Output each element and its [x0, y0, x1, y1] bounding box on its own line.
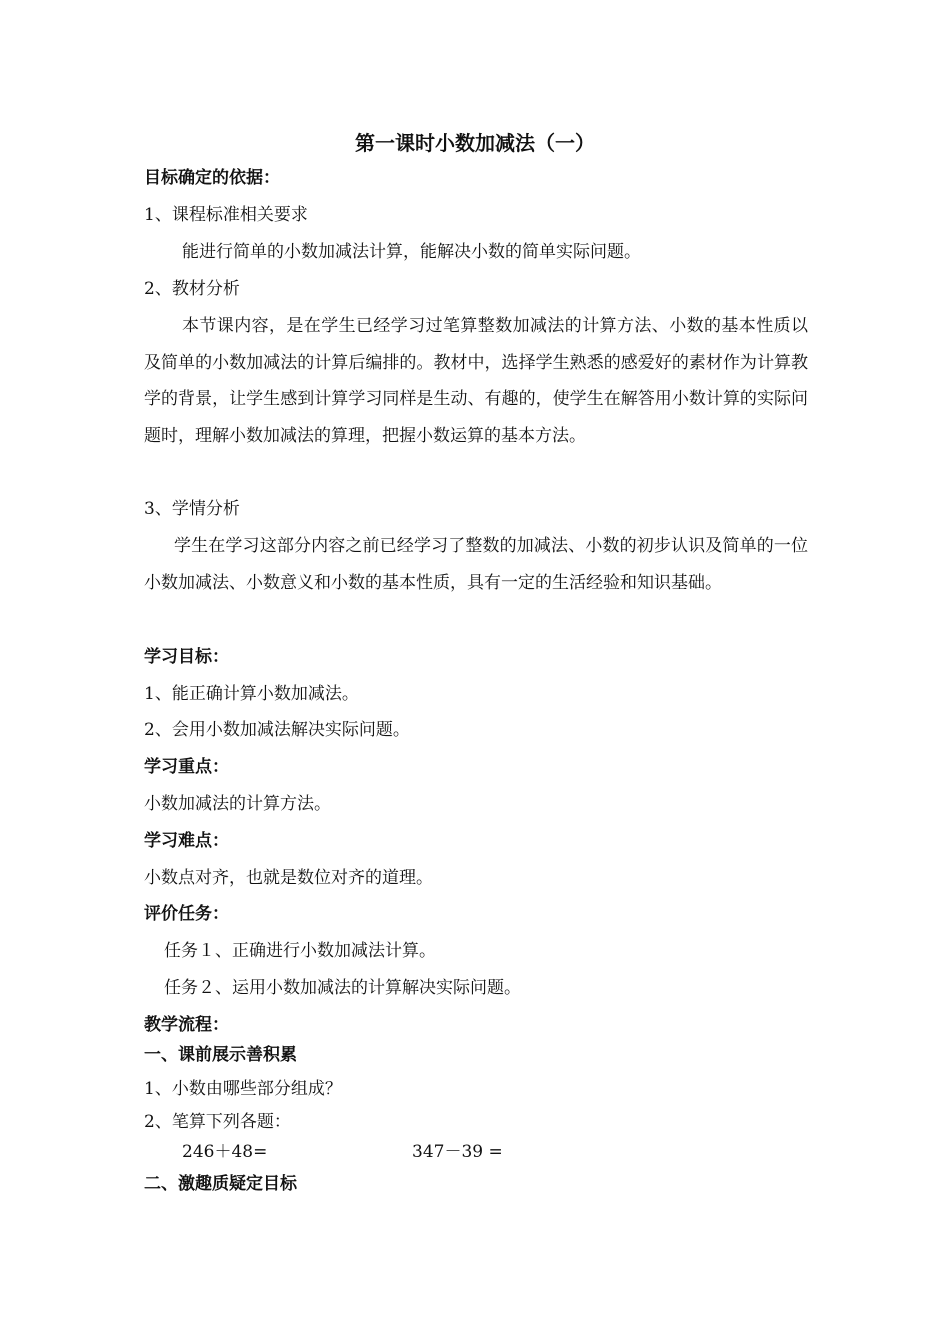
basis-item3-heading: 3、学情分析	[144, 499, 240, 519]
task-item: 任务２、运用小数加减法的计算解决实际问题。	[164, 978, 521, 998]
difficulty-text: 小数点对齐，也就是数位对齐的道理。	[144, 868, 433, 888]
basis-item2-heading: 2、教材分析	[144, 279, 240, 299]
process-heading: 教学流程：	[144, 1015, 229, 1035]
process-part1-heading: 一、课前展示善积累	[144, 1045, 297, 1065]
objective-item: 2、会用小数加减法解决实际问题。	[144, 720, 410, 740]
tasks-heading: 评价任务：	[144, 904, 229, 924]
objectives-heading: 学习目标：	[144, 647, 229, 667]
objective-item: 1、能正确计算小数加减法。	[144, 684, 359, 704]
process-part1-item: 1、小数由哪些部分组成？	[144, 1079, 342, 1099]
difficulty-heading: 学习难点：	[144, 831, 229, 851]
basis-item2-text: 本节课内容，是在学生已经学习过笔算整数加减法的计算方法、小数的基本性质以及简单的小数加减法的计算后编排的。教材中，选择学生熟悉的感爱好的素材作为计算教学的背景，让学生感到计算学习同样是生动、有趣的，使学生在解答用小数计算的实际问题时，理解小数加减法的算理，把握小数运算的基本方法。	[144, 316, 808, 446]
key-point-heading: 学习重点：	[144, 757, 229, 777]
calc-problem-1: 246＋48=	[182, 1142, 268, 1162]
process-part1-item: 2、笔算下列各题：	[144, 1112, 291, 1132]
calc-problem-2: 347－39 =	[412, 1142, 503, 1162]
basis-item3-text: 学生在学习这部分内容之前已经学习了整数的加减法、小数的初步认识及简单的一位小数加减法、小数意义和小数的基本性质，具有一定的生活经验和知识基础。	[144, 536, 808, 593]
task-item: 任务１、正确进行小数加减法计算。	[164, 941, 436, 961]
key-point-text: 小数加减法的计算方法。	[144, 794, 331, 814]
basis-heading: 目标确定的依据：	[144, 168, 280, 188]
basis-item1-text: 能进行简单的小数加减法计算，能解决小数的简单实际问题。	[182, 242, 641, 262]
page-title: 第一课时小数加减法（一）	[355, 131, 595, 155]
process-part2-heading: 二、激趣质疑定目标	[144, 1174, 297, 1194]
basis-item1-heading: 1、课程标准相关要求	[144, 205, 308, 225]
